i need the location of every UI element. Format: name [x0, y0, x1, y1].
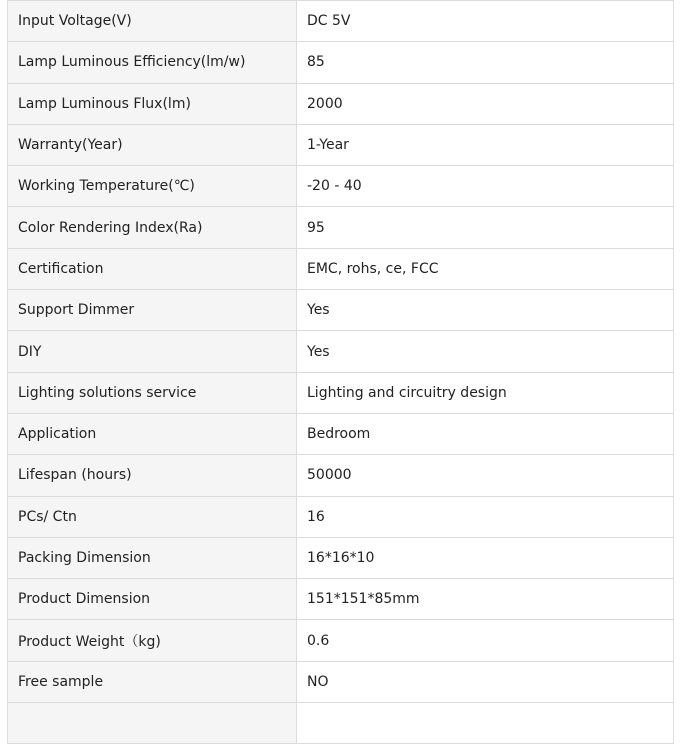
- spec-value: Yes: [297, 331, 674, 372]
- spec-label: Working Temperature(℃): [8, 166, 297, 207]
- spec-label: Lamp Luminous Flux(lm): [8, 83, 297, 124]
- table-row: [8, 331, 674, 372]
- table-row: [8, 207, 674, 248]
- table-row: [8, 124, 674, 165]
- spec-label: Lamp Luminous Efficiency(lm/w): [8, 42, 297, 83]
- table-row: [8, 42, 674, 83]
- spec-value: 85: [297, 42, 674, 83]
- spec-value: DC 5V: [297, 1, 674, 42]
- spec-value: 16*16*10: [297, 537, 674, 578]
- spec-table: [7, 0, 674, 744]
- table-row: [8, 372, 674, 413]
- spec-value: EMC, rohs, ce, FCC: [297, 248, 674, 289]
- spec-label: Color Rendering Index(Ra): [8, 207, 297, 248]
- spec-label: Warranty(Year): [8, 124, 297, 165]
- spec-value: 16: [297, 496, 674, 537]
- table-row: [8, 248, 674, 289]
- spec-value: Lighting and circuitry design: [297, 372, 674, 413]
- spec-value: 95: [297, 207, 674, 248]
- spec-label: Product Dimension: [8, 579, 297, 620]
- table-row: [8, 413, 674, 454]
- spec-label: Lifespan (hours): [8, 455, 297, 496]
- table-row: [8, 83, 674, 124]
- spec-value: 1-Year: [297, 124, 674, 165]
- spec-label: Free sample: [8, 661, 297, 702]
- table-row: [8, 455, 674, 496]
- spec-value: [297, 703, 674, 744]
- table-row: [8, 661, 674, 702]
- spec-value: -20 - 40: [297, 166, 674, 207]
- spec-value: 151*151*85mm: [297, 579, 674, 620]
- table-row: [8, 579, 674, 620]
- table-row: [8, 620, 674, 661]
- spec-label: Packing Dimension: [8, 537, 297, 578]
- spec-value: 50000: [297, 455, 674, 496]
- spec-label: Certification: [8, 248, 297, 289]
- spec-value: 2000: [297, 83, 674, 124]
- spec-label: Lighting solutions service: [8, 372, 297, 413]
- table-row: [8, 537, 674, 578]
- spec-table-body: [8, 1, 674, 744]
- spec-label: Application: [8, 413, 297, 454]
- spec-label: Product Weight（kg): [8, 620, 297, 661]
- table-row: [8, 1, 674, 42]
- spec-value: NO: [297, 661, 674, 702]
- spec-label: PCs/ Ctn: [8, 496, 297, 537]
- spec-label: DIY: [8, 331, 297, 372]
- spec-label: [8, 703, 297, 744]
- table-row: [8, 290, 674, 331]
- spec-value: Bedroom: [297, 413, 674, 454]
- spec-value: Yes: [297, 290, 674, 331]
- spec-label: Support Dimmer: [8, 290, 297, 331]
- table-row: [8, 703, 674, 744]
- table-row: [8, 496, 674, 537]
- table-row: [8, 166, 674, 207]
- spec-label: Input Voltage(V): [8, 1, 297, 42]
- spec-value: 0.6: [297, 620, 674, 661]
